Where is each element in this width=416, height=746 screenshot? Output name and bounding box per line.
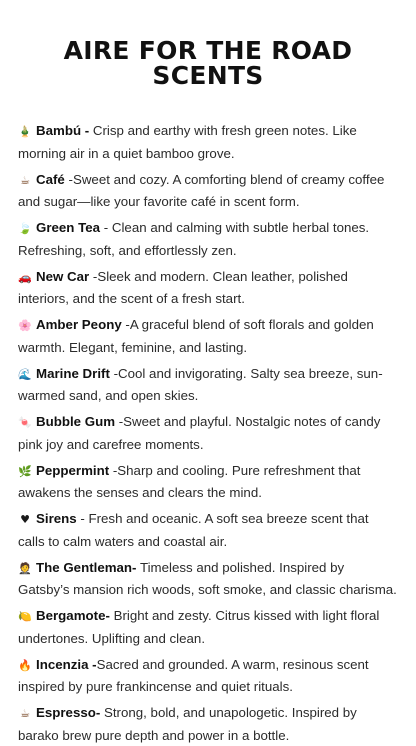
scent-name: New Car [36,268,90,284]
herb-icon: 🌿 [18,464,32,478]
scent-name: Peppermint [36,462,110,478]
page-title [18,38,398,88]
scent-description: Sacred and grounded. A warm, resinous scent inspired by pure frankincense and quiet rituals. [18,656,369,694]
scent-description: Timeless and polished. Inspired by Gatsby’s mansion rich woods, soft smoke, and classic charisma. [18,559,397,597]
scent-name: Green Tea [36,220,101,235]
scent-name: Bergamote- [36,608,110,623]
scent-description: - Fresh and oceanic. A soft sea breeze scent that calls to calm waters and coastal air. [18,511,369,549]
car-icon: 🚗 [18,270,32,284]
scent-name: Café [36,171,65,187]
leaf-icon: 🍃 [18,222,32,235]
scent-item [18,654,398,698]
scent-list [18,120,398,746]
scent-description: -A graceful blend of soft florals and golden warmth. Elegant, feminine, and lasting. [18,317,374,355]
scent-description: - Clean and calming with subtle herbal tones. Refreshing, soft, and effortlessly zen. [18,220,370,258]
page-title-line-1: AIRE FOR THE ROAD [63,36,353,65]
scent-description: Strong, bold, and unapologetic. Inspired by barako brew pure depth and power in a bottle. [18,705,357,743]
page-title-line-2: SCENTS [152,61,264,90]
scent-description: -Sharp and cooling. Pure refreshment that awakens the senses and clears the mind. [18,462,361,500]
gentleman-icon: 🤵 [18,561,32,575]
flower-icon: 🌸 [18,319,32,332]
coffee-cup-icon: ☕ [20,173,30,187]
scent-item [18,363,398,407]
scent-item [18,120,398,164]
scent-description: -Sweet and cozy. A comforting blend of creamy coffee and sugar—like your favorite café in scent form. [18,171,385,209]
espresso-cup-icon: ☕ [20,707,30,720]
scent-item [18,266,398,310]
fire-icon: 🔥 [18,658,32,672]
candy-icon: 🍬 [18,416,32,429]
scent-description: -Sleek and modern. Clean leather, polished interiors, and the scent of a fresh start. [18,268,348,306]
scent-item [18,217,398,261]
scent-description: Bright and zesty. Citrus kissed with light floral undertones. Uplifting and clean. [18,608,380,646]
wave-icon: 🌊 [18,367,32,381]
scent-item [18,557,398,601]
scent-item [18,169,398,213]
scent-name: Amber Peony [36,317,122,332]
scent-item [18,605,398,649]
scent-description: -Sweet and playful. Nostalgic notes of candy pink joy and carefree moments. [18,414,381,452]
black-heart-icon: ♥ [20,513,30,526]
scent-name: Espresso- [36,705,101,720]
scent-name: Sirens [36,511,77,526]
scent-item [18,314,398,358]
scent-description: Crisp and earthy with fresh green notes. Like morning air in a quiet bamboo grove. [18,123,357,161]
scent-item [18,411,398,455]
scent-item [18,702,398,746]
scent-description: -Cool and invigorating. Salty sea breeze, sun-warmed sand, and open skies. [18,365,383,403]
scent-name: The Gentleman- [36,559,137,575]
scent-name: Bambú - [36,123,90,138]
scent-item [18,460,398,504]
scent-name: Marine Drift [36,365,110,381]
scent-name: Bubble Gum [36,414,116,429]
lemon-icon: 🍋 [18,610,32,623]
scent-item [18,508,398,552]
bamboo-icon: 🎍 [18,125,32,138]
scent-name: Incenzia - [36,656,97,672]
